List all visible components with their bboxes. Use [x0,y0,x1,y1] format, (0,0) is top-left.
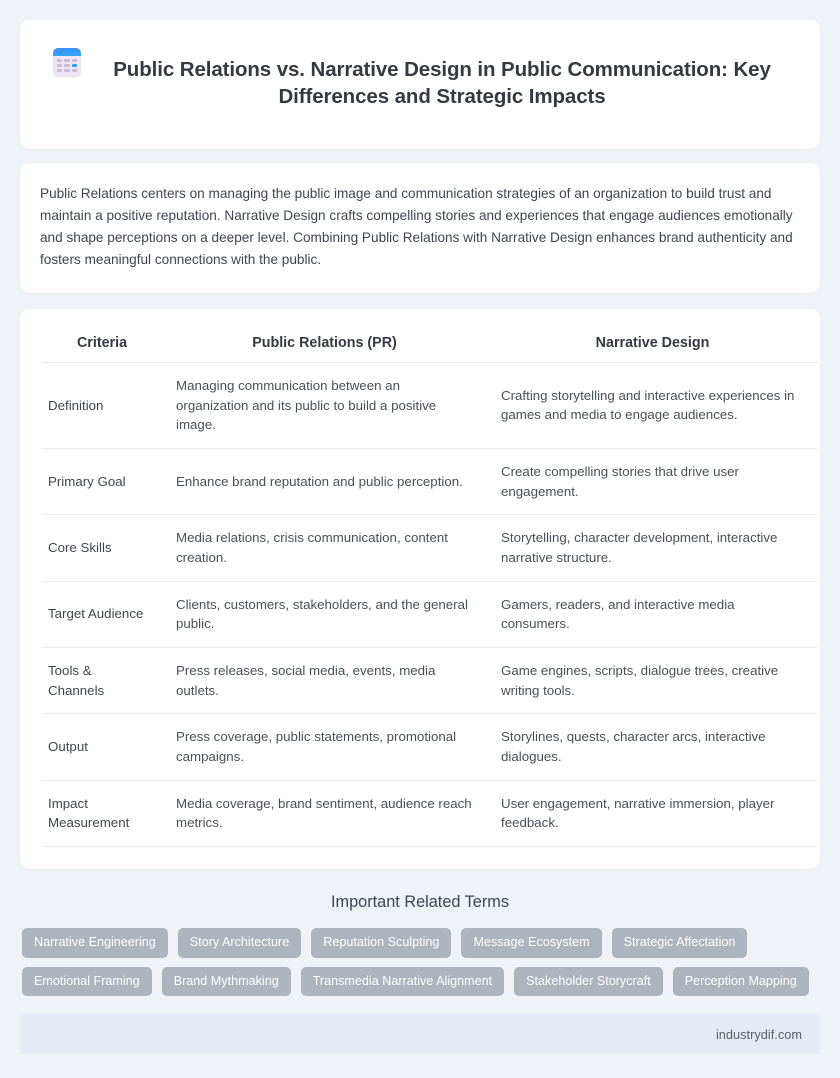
title-card [20,20,820,149]
table-row [42,362,818,448]
related-term-tag[interactable]: Strategic Affectation [612,928,748,958]
cell-public-relations: Press coverage, public statements, promotional campaigns. [162,714,487,780]
cell-criteria: Core Skills [42,515,162,581]
related-term-tag[interactable]: Message Ecosystem [461,928,601,958]
table-row [42,714,818,780]
comparison-table-card [20,309,820,869]
table-head [42,325,818,363]
cell-public-relations: Enhance brand reputation and public perception. [162,448,487,514]
related-terms-section [20,887,820,996]
related-term-tag[interactable]: Transmedia Narrative Alignment [301,967,504,997]
cell-narrative-design: Create compelling stories that drive user engagement. [487,448,818,514]
cell-narrative-design: User engagement, narrative immersion, player feedback. [487,780,818,846]
table-row [42,448,818,514]
page-title: Public Relations vs. Narrative Design in Public Communication: Key Differences and Strategic Impacts [113,57,771,109]
site-name: industrydif.com [715,1026,802,1042]
related-term-tag[interactable]: Story Architecture [178,928,301,958]
cell-narrative-design: Crafting storytelling and interactive experiences in games and media to engage audiences. [487,362,818,448]
related-term-tag[interactable]: Stakeholder Storycraft [514,967,663,997]
related-term-tag[interactable]: Emotional Framing [22,967,152,997]
column-header-criteria: Criteria [42,325,162,363]
cell-narrative-design: Storylines, quests, character arcs, interactive dialogues. [487,714,818,780]
cell-criteria: Primary Goal [42,448,162,514]
cell-criteria: Target Audience [42,581,162,647]
related-term-tag[interactable]: Reputation Sculpting [311,928,451,958]
table-row [42,581,818,647]
table-header-row [42,325,818,363]
column-header-pr: Public Relations (PR) [162,325,487,363]
footer-spacer [20,1054,820,1078]
related-terms-title: Important Related Terms [331,892,509,911]
cell-public-relations: Managing communication between an organization and its public to build a positive image. [162,362,487,448]
cell-public-relations: Clients, customers, stakeholders, and the general public. [162,581,487,647]
cell-public-relations: Media coverage, brand sentiment, audience reach metrics. [162,780,487,846]
comparison-table [42,325,818,847]
calendar-icon [53,48,81,76]
related-term-tag[interactable]: Brand Mythmaking [162,967,291,997]
related-term-tag[interactable]: Narrative Engineering [22,928,168,958]
related-terms-list [20,928,820,996]
cell-criteria: Definition [42,362,162,448]
related-term-tag[interactable]: Perception Mapping [673,967,809,997]
cell-public-relations: Media relations, crisis communication, content creation. [162,515,487,581]
cell-public-relations: Press releases, social media, events, media outlets. [162,647,487,713]
column-header-narrative-design: Narrative Design [487,325,818,363]
cell-criteria: Output [42,714,162,780]
table-row [42,515,818,581]
table-body [42,362,818,846]
cell-narrative-design: Storytelling, character development, interactive narrative structure. [487,515,818,581]
cell-narrative-design: Gamers, readers, and interactive media consumers. [487,581,818,647]
cell-criteria: Tools & Channels [42,647,162,713]
cell-narrative-design: Game engines, scripts, dialogue trees, creative writing tools. [487,647,818,713]
table-row [42,780,818,846]
summary-card [20,163,820,293]
cell-criteria: Impact Measurement [42,780,162,846]
footer-band [20,1014,820,1054]
table-row [42,647,818,713]
summary-text: Public Relations centers on managing the public image and communication strategies of an organization to build trust and maintain a positive reputation. Narrative Design crafts compelling stories and experiences that engage audiences emotionally and shape perceptions on a deeper level. Combining Public Relations with Narrative Design enhances brand authenticity and fosters meaningful connections with the public. [40,185,793,267]
